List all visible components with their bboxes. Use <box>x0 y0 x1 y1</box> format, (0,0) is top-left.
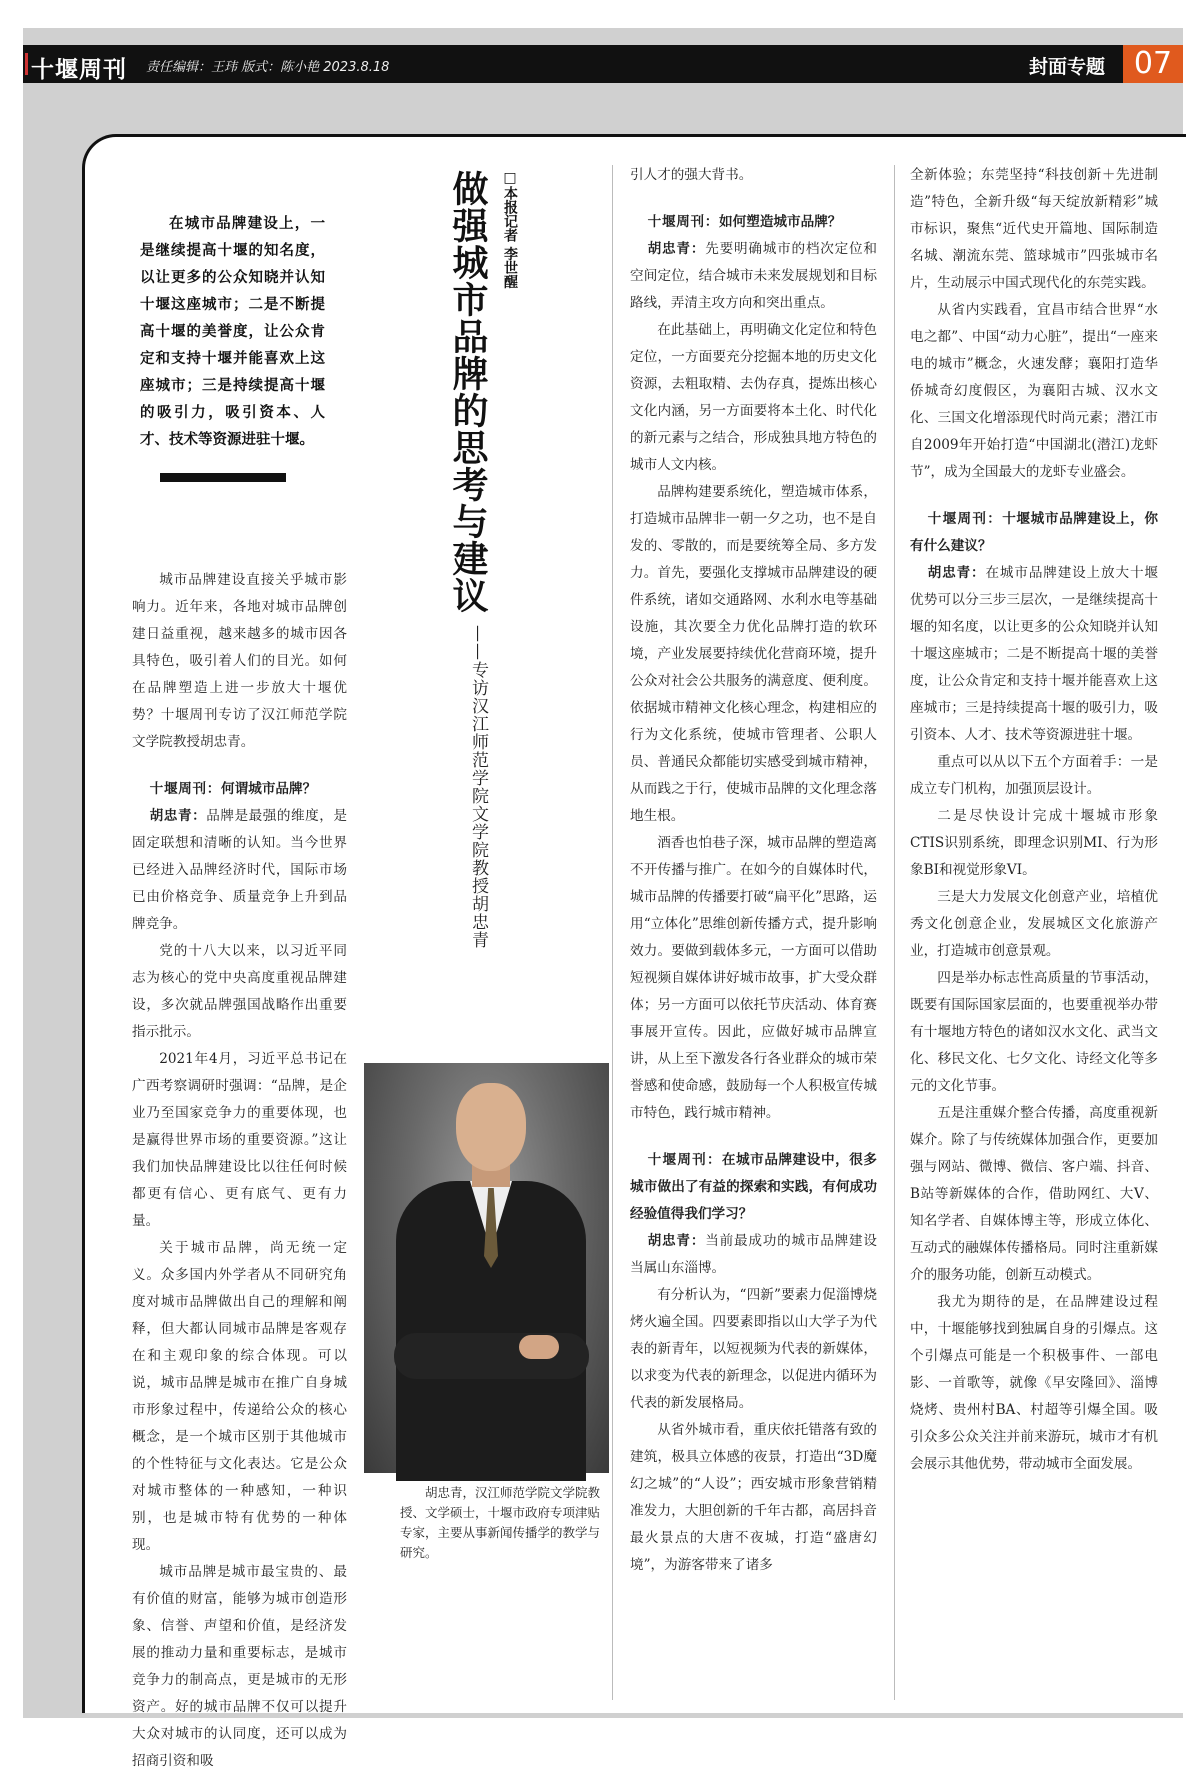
paragraph: 四是举办标志性高质量的节事活动，既要有国际国家层面的，也要重视举办带有十堰地方特色的诸如汉水文化、武当文化、移民文化、七夕文化、诗经文化等多元的文化节事。 <box>910 970 1158 1094</box>
paragraph: 重点可以从以下五个方面着手：一是成立专门机构，加强顶层设计。 <box>910 754 1158 797</box>
answer-text: 在城市品牌建设上放大十堰优势可以分三步三层次，一是继续提高十堰的知名度，以让更多的公众知晓并认知十堰这座城市；二是不断提高十堰的美誉度，让公众肯定和支持十堰并能喜欢上这座城市；三是持续提高十堰的吸引力，吸引资本、人才、技术等资源进驻十堰。 <box>910 565 1159 743</box>
paragraph: 酒香也怕巷子深，城市品牌的塑造离不开传播与推广。在如今的自媒体时代，城市品牌的传播要打破“扁平化”思路，运用“立体化”思维创新传播方式，提升影响效力。要做到载体多元，一方面可以借助短视频自媒体讲好城市故事，扩大受众群体；另一方面可以依托节庆活动、体育赛事展开宣传。因此，应做好城市品牌宣讲，从上至下激发各行各业群众的城市荣誉感和使命感，鼓励每一个人积极宣传城市特色，践行城市精神。 <box>630 835 877 1121</box>
editor-credits: 责任编辑：王玮 版式：陈小艳 2023.8.18 <box>146 60 390 75</box>
paragraph: 从省内实践看，宜昌市结合世界“水电之都”、中国“动力心脏”，提出“一座来电的城市”概念，火速发酵；襄阳打造华侨城奇幻度假区，为襄阳古城、汉水文化、三国文化增添现代时尚元素；潜江市自2009年开始打造“中国湖北(潜江)龙虾节”，成为全国最大的龙虾专业盛会。 <box>910 302 1158 480</box>
page-number: 07 <box>1123 45 1183 83</box>
photo-caption: 胡忠青，汉江师范学院文学院教授、文学硕士，十堰市政府专项津贴专家，主要从事新闻传播学的教学与研究。 <box>400 1485 601 1560</box>
article-byline: □本报记者 李世醒 <box>502 170 518 289</box>
photo-arms <box>394 1333 589 1379</box>
answer-speaker: 胡忠青： <box>647 241 706 257</box>
question-text: 在城市品牌建设中，很多城市做出了有益的探索和实践，有何成功经验值得我们学习？ <box>630 1152 878 1222</box>
column-divider <box>612 165 613 1700</box>
answer-text: 当前最成功的城市品牌建设当属山东淄博。 <box>630 1233 878 1276</box>
paragraph: 三是大力发展文化创意产业，培植优秀文化创意企业，发展城区文化旅游产业，打造城市创意景观。 <box>910 889 1158 959</box>
paragraph: 城市品牌建设直接关乎城市影响力。近年来，各地对城市品牌创建日益重视，越来越多的城市因各具特色，吸引着人们的目光。如何在品牌塑造上进一步放大十堰优势？十堰周刊专访了汉江师范学院文学院教授胡忠青。 <box>132 572 347 750</box>
article-title: 做强城市品牌的思考与建议 <box>447 170 488 614</box>
article-summary: 在城市品牌建设上，一是继续提高十堰的知名度，以让更多的公众知晓并认知十堰这座城市；二是不断提高十堰的美誉度，让公众肯定和支持十堰并能喜欢上这座城市；三是持续提高十堰的吸引力，吸引资本、人才、技术等资源进驻十堰。 <box>140 215 325 448</box>
question <box>910 506 1158 560</box>
interviewee-photo <box>364 1063 609 1473</box>
answer-speaker: 胡忠青： <box>149 808 207 824</box>
photo-head <box>456 1083 526 1171</box>
paragraph: 我尤为期待的是，在品牌建设过程中，十堰能够找到独属自身的引爆点。这个引爆点可能是一个积极事件、一部电影、一首歌等，就像《早安隆回》、淄博烧烤、贵州村BA、村超等引爆全国。吸引众多公众关注并前来游玩，城市才有机会展示其他优势，带动城市全面发展。 <box>910 1294 1158 1472</box>
question <box>630 209 877 236</box>
paragraph: 在此基础上，再明确文化定位和特色定位，一方面要充分挖掘本地的历史文化资源，去粗取精、去伪存真，提炼出核心文化内涵，另一方面要将本土化、时代化的新元素与之结合，形成独具地方特色的城市人文内核。 <box>630 322 877 473</box>
paragraph: 城市品牌是城市最宝贵的、最有价值的财富，能够为城市创造形象、信誉、声望和价值，是经济发展的推动力量和重要标志，是城市竞争力的制高点，更是城市的无形资产。好的城市品牌不仅可以提升大众对城市的认同度，还可以成为招商引资和吸 <box>132 1564 347 1769</box>
answer-speaker: 胡忠青： <box>927 565 986 581</box>
article-column-3 <box>910 162 1158 1478</box>
answer <box>630 236 877 317</box>
paragraph: 引人才的强大背书。 <box>630 167 753 183</box>
question-text: 如何塑造城市品牌？ <box>719 214 842 230</box>
article-column-1 <box>132 567 347 1775</box>
question-speaker: 十堰周刊： <box>647 214 720 230</box>
paragraph: 二是尽快设计完成十堰城市形象CTIS识别系统，即理念识别MI、行为形象BI和视觉形象VI。 <box>910 808 1158 878</box>
paragraph: 五是注重媒介整合传播，高度重视新媒介。除了与传统媒体加强合作，更要加强与网站、微博、微信、客户端、抖音、B站等新媒体的合作，借助网红、大V、知名学者、自媒体博主等，形成立体化、互动式的融媒体传播格局。同时注重新媒介的服务功能，创新互动模式。 <box>910 1105 1158 1283</box>
section-title: 封面专题 <box>1028 56 1105 78</box>
answer-speaker: 胡忠青： <box>647 1233 706 1249</box>
answer-text: 品牌是最强的维度，是固定联想和清晰的认知。当今世界已经进入品牌经济时代，国际市场已由价格竞争、质量竞争上升到品牌竞争。 <box>132 808 348 932</box>
paragraph: 从省外城市看，重庆依托错落有致的建筑，极具立体感的夜景，打造出“3D魔幻之城”的“人设”；西安城市形象营销精准发力，大胆创新的千年古都，高居抖音最火景点的大唐不夜城，打造“盛唐幻境”，为游客带来了诸多 <box>630 1422 877 1573</box>
article-column-2 <box>630 162 877 1579</box>
photo-hand <box>519 1335 559 1359</box>
summary-divider <box>160 473 286 482</box>
question <box>630 1147 877 1228</box>
answer <box>910 560 1158 749</box>
paragraph: 关于城市品牌，尚无统一定义。众多国内外学者从不同研究角度对城市品牌做出自己的理解和阐释，但大都认同城市品牌是客观存在和主观印象的综合体现。可以说，城市品牌是城市在推广自身城市形象过程中，传递给公众的核心概念，是一个城市区别于其他城市的个性特征与文化表达。它是公众对城市整体的一种感知，一种识别，也是城市特有优势的一种体现。 <box>132 1240 347 1553</box>
paragraph: 全新体验；东莞坚持“科技创新＋先进制造”特色，全新升级“每天绽放新精彩”城市标识，聚焦“近代史开篇地、国际制造名城、潮流东莞、篮球城市”四张城市名片，生动展示中国式现代化的东莞实践。 <box>910 167 1158 291</box>
column-divider <box>894 165 895 1700</box>
paragraph: 党的十八大以来，以习近平同志为核心的党中央高度重视品牌建设，多次就品牌强国战略作出重要指示批示。 <box>132 943 347 1040</box>
paragraph: 有分析认为，“四新”要素力促淄博烧烤火遍全国。四要素即指以山大学子为代表的新青年，以短视频为代表的新媒体，以求变为代表的新理念，以促进内循环为代表的新发展格局。 <box>630 1287 877 1411</box>
answer <box>630 1228 877 1282</box>
question-text: 十堰城市品牌建设上，你有什么建议？ <box>910 511 1158 554</box>
answer <box>132 803 347 938</box>
paragraph: 品牌构建要系统化，塑造城市体系，打造城市品牌非一朝一夕之功，也不是自发的、零散的，而是要统筹全局、多方发力。首先，要强化支撑城市品牌建设的硬件系统，诸如交通路网、水利水电等基础设施，其次要全力优化品牌打造的软环境，产业发展要持续优化营商环境，提升公众对社会公共服务的满意度、便利度。依据城市精神文化核心理念，构建相应的行为文化系统，使城市管理者、公职人员、普通民众都能切实感受到城市精神，从而践之于行，使城市品牌的文化理念落地生根。 <box>630 484 877 824</box>
paragraph: 2021年4月，习近平总书记在广西考察调研时强调：“品牌，是企业乃至国家竞争力的重要体现，也是赢得世界市场的重要资源。”这让我们加快品牌建设比以往任何时候都更有信心、更有底气、更有力量。 <box>132 1051 347 1229</box>
question-speaker: 十堰周刊： <box>927 511 1003 527</box>
article-subtitle: ——专访汉江师范学院文学院教授胡忠青 <box>468 625 488 949</box>
question-speaker: 十堰周刊： <box>647 1152 722 1168</box>
masthead-logo: 十堰周刊 <box>31 51 127 84</box>
question-speaker: 十堰周刊： <box>149 781 222 797</box>
question-text: 何谓城市品牌？ <box>221 781 317 797</box>
answer-text: 先要明确城市的档次定位和空间定位，结合城市未来发展规划和目标路线，弄清主攻方向和突出重点。 <box>630 241 878 311</box>
question <box>132 776 347 803</box>
header-bar <box>23 45 1183 83</box>
